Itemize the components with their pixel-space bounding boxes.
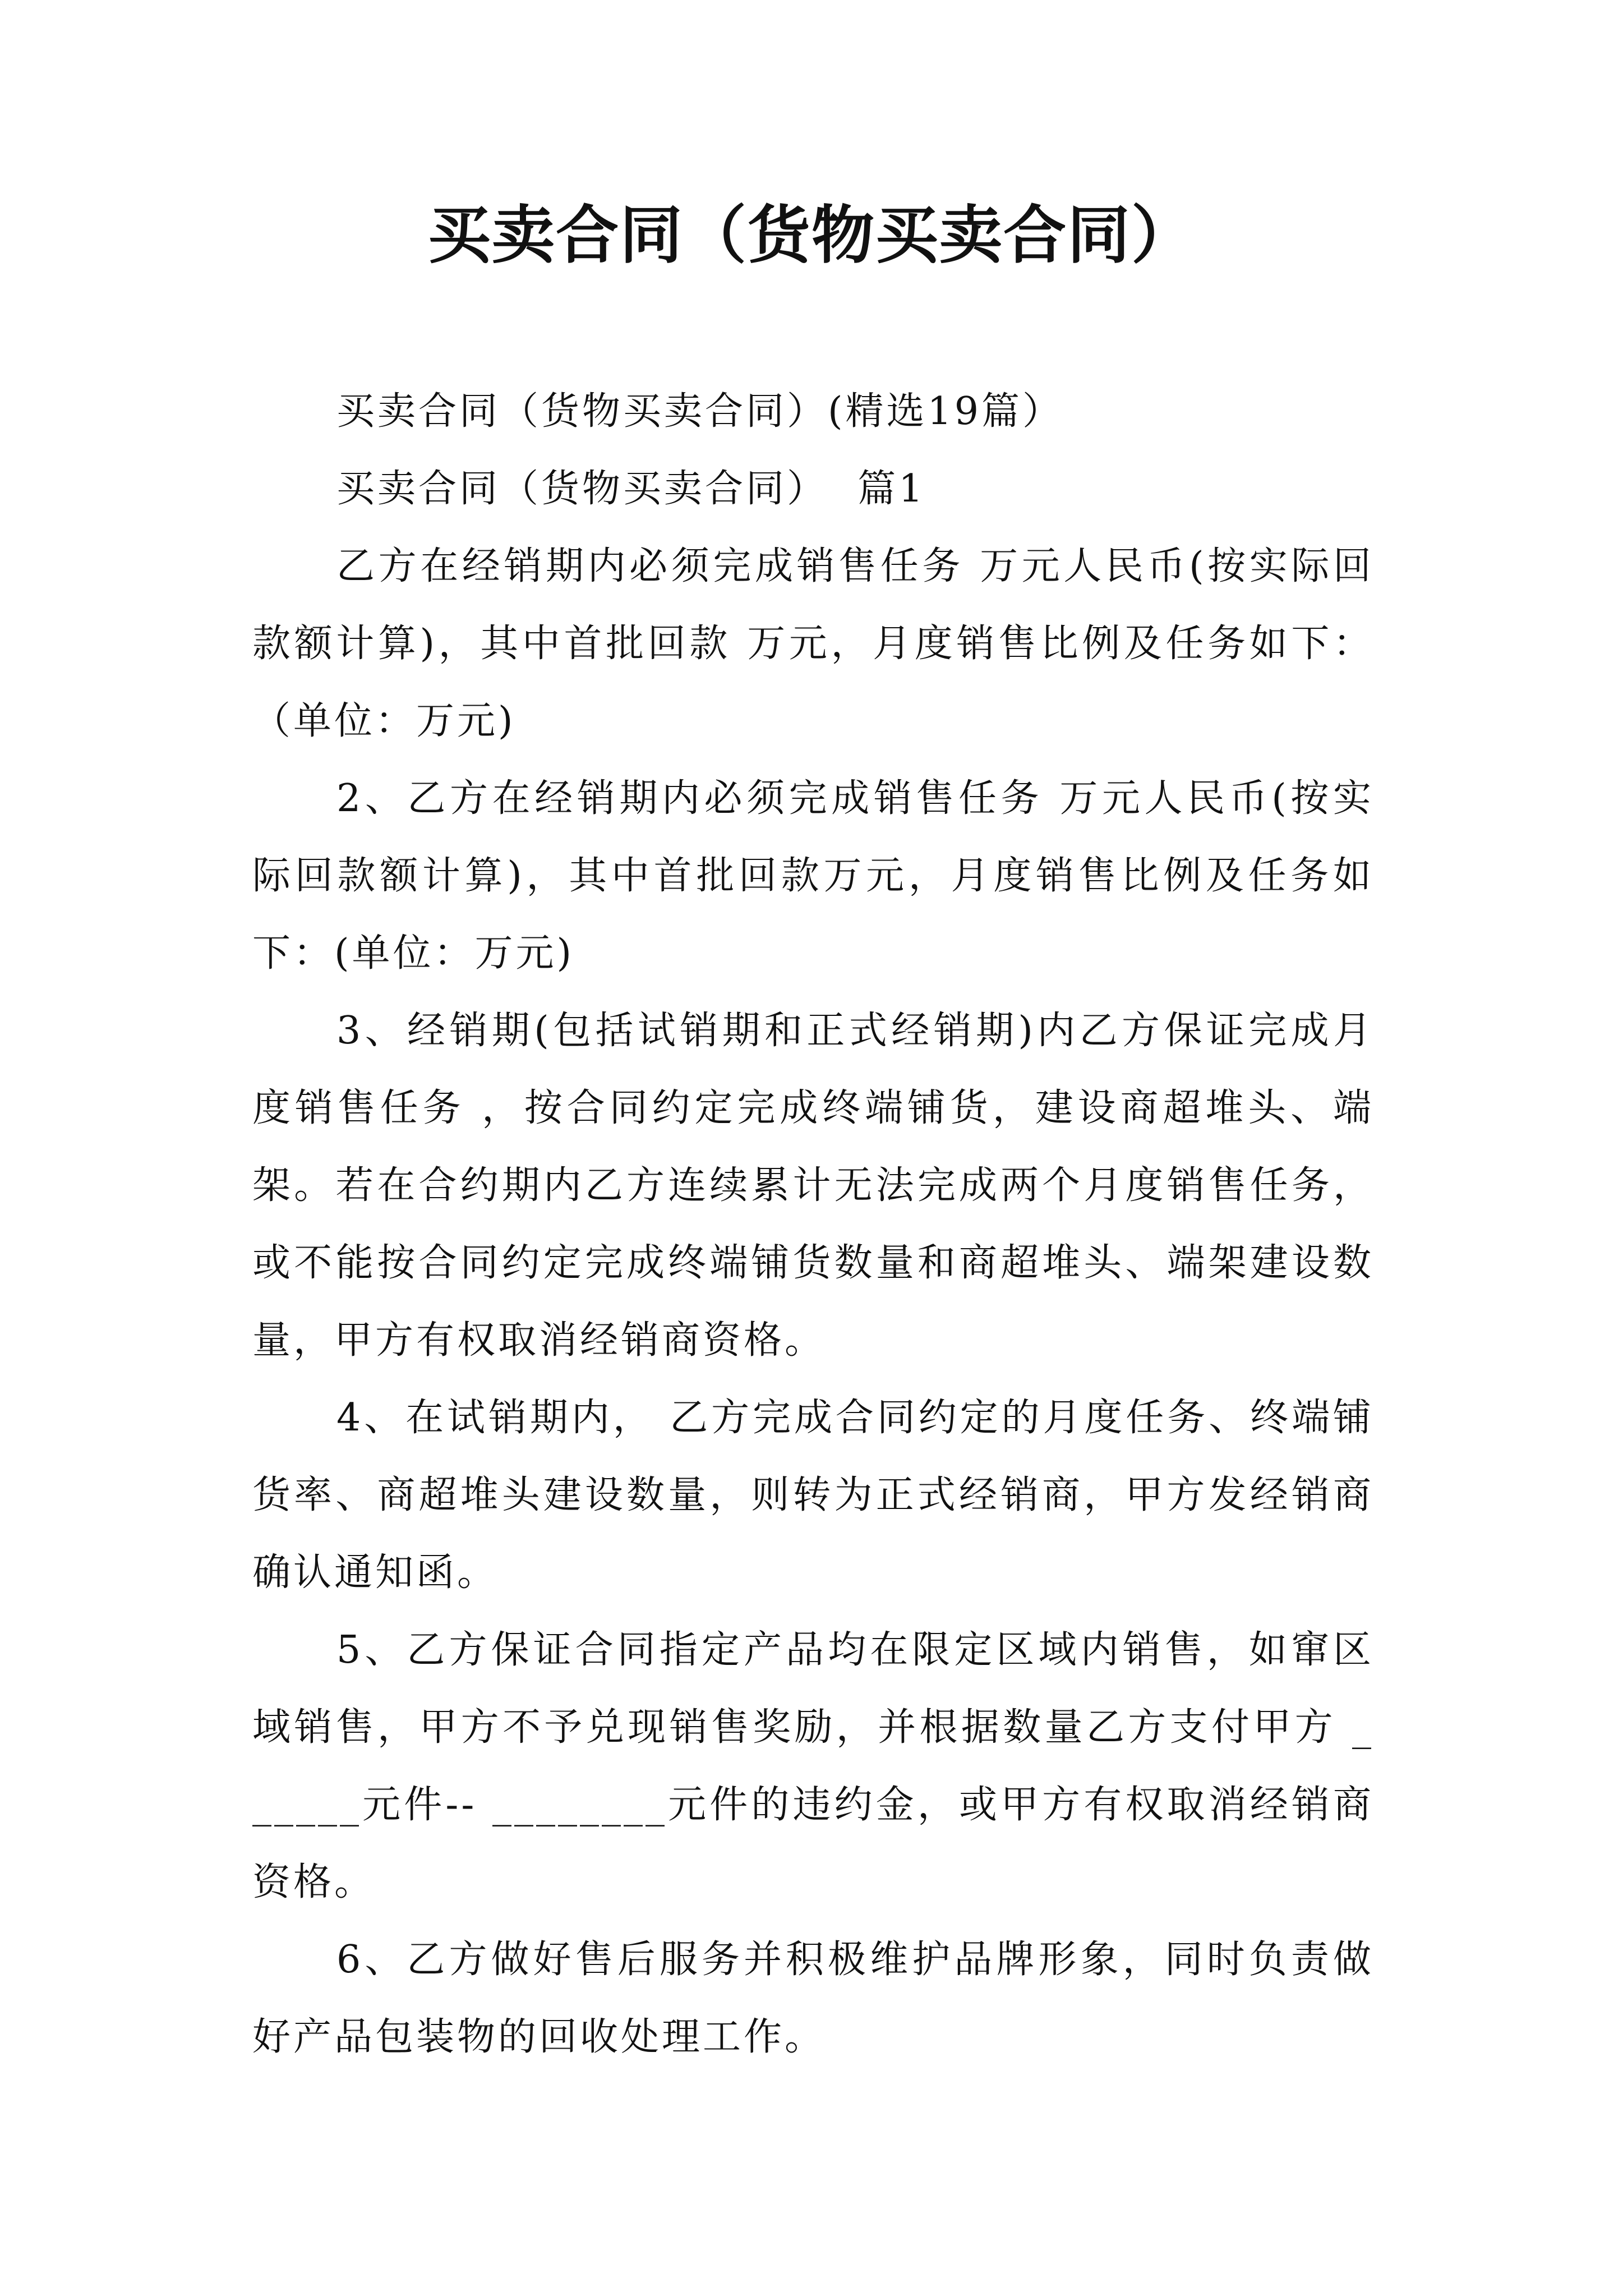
paragraph-clause-2: 2、乙方在经销期内必须完成销售任务 万元人民币(按实际回款额计算)，其中首批回款万元，月度销售比例及任务如下：(单位：万元)	[252, 776, 1374, 976]
paragraph-clause-4: 4、在试销期内， 乙方完成合同约定的月度任务、终端铺货率、商超堆头建设数量，则转为正式经销商，甲方发经销商确认通知函。	[252, 1396, 1374, 1595]
paragraph-clause-3: 3、经销期(包括试销期和正式经销期)内乙方保证完成月度销售任务 ，按合同约定完成终端铺货，建设商超堆头、端架。若在合约期内乙方连续累计无法完成两个月度销售任务，或不能按合同约定完成终端铺货数量和商超堆头、端架建设数量，甲方有权取消经销商资格。	[252, 1009, 1374, 1363]
document-title: 买卖合同（货物买卖合同）	[428, 199, 1195, 272]
paragraph-clause-1: 乙方在经销期内必须完成销售任务 万元人民币(按实际回款额计算)，其中首批回款 万元，月度销售比例及任务如下：（单位：万元)	[252, 544, 1374, 743]
document-body	[252, 373, 1374, 2076]
paragraph-subtitle: 买卖合同（货物买卖合同）(精选19篇）	[336, 389, 1064, 434]
paragraph-section-heading: 买卖合同（货物买卖合同） 篇1	[336, 467, 926, 511]
paragraph-clause-5: 5、乙方保证合同指定产品均在限定区域内销售，如窜区域销售，甲方不予兑现销售奖励，并根据数量乙方支付甲方 ______元件-- ________元件的违约金，或甲方有权取消经销商资格。	[252, 1628, 1374, 1904]
paragraph-clause-6: 6、乙方做好售后服务并积极维护品牌形象，同时负责做好产品包装物的回收处理工作。	[252, 1938, 1374, 2059]
